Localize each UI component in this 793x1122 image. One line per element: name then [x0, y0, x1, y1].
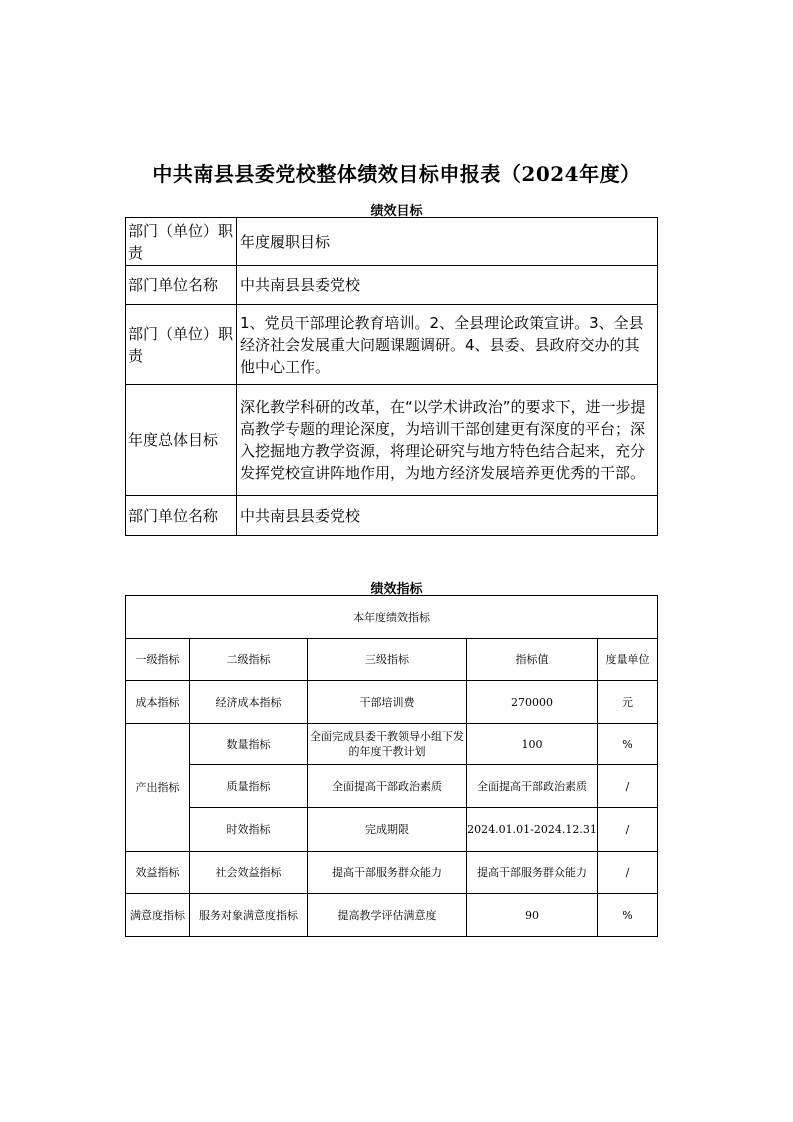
row-value: 深化教学科研的改革，在“以学术讲政治”的要求下，进一步提高教学专题的理论深度，为培训干部创建更有深度的平台；深入挖掘地方教学资源，将理论研究与地方特色结合起来，充分发挥党校宣讲阵地作用，为地方经济发展培养更优秀的干部。: [237, 385, 658, 496]
level2-cell: 社会效益指标: [190, 852, 308, 894]
row-value: 1、党员干部理论教育培训。2、全县理论政策宣讲。3、全县经济社会发展重大问题课题调研。4、县委、县政府交办的其他中心工作。: [237, 305, 658, 385]
level2-cell: 质量指标: [190, 765, 308, 808]
level1-cell: 效益指标: [126, 852, 190, 894]
table-row: [126, 681, 658, 724]
page-title: 中共南县县委党校整体绩效目标申报表（2024年度）: [152, 162, 641, 186]
table-row: [126, 765, 658, 808]
level1-cell: 产出指标: [126, 724, 190, 852]
row-value: 中共南县县委党校: [237, 496, 658, 536]
table-row: [126, 894, 658, 937]
unit-cell: /: [598, 852, 658, 894]
row-label: 部门（单位）职责: [126, 305, 237, 385]
level1-cell: 满意度指标: [126, 894, 190, 937]
row-label: 部门单位名称: [126, 496, 237, 536]
value-cell: 270000: [467, 681, 598, 724]
table-caption: 本年度绩效指标: [126, 596, 658, 639]
table-row: [126, 385, 658, 496]
table-row: [126, 808, 658, 852]
value-cell: 100: [467, 724, 598, 765]
level3-cell: 全面提高干部政治素质: [308, 765, 467, 808]
column-header: 三级指标: [308, 639, 467, 681]
level3-cell: 完成期限: [308, 808, 467, 852]
table-row: [126, 218, 658, 266]
unit-cell: %: [598, 724, 658, 765]
column-header: 度量单位: [598, 639, 658, 681]
unit-cell: 元: [598, 681, 658, 724]
table-row: [126, 305, 658, 385]
indicators-heading: 绩效指标: [370, 582, 423, 597]
level3-cell: 提高干部服务群众能力: [308, 852, 467, 894]
level3-cell: 全面完成县委干教领导小组下发的年度干教计划: [308, 724, 467, 765]
row-label: 部门（单位）职责: [126, 218, 237, 266]
header-row: [126, 639, 658, 681]
value-cell: 90: [467, 894, 598, 937]
level2-cell: 时效指标: [190, 808, 308, 852]
unit-cell: /: [598, 765, 658, 808]
value-cell: 全面提高干部政治素质: [467, 765, 598, 808]
table-row: [126, 496, 658, 536]
level2-cell: 经济成本指标: [190, 681, 308, 724]
table-caption-row: [126, 596, 658, 639]
level3-cell: 提高教学评估满意度: [308, 894, 467, 937]
goals-table: [125, 217, 658, 536]
value-cell: 2024.01.01-2024.12.31: [467, 808, 598, 852]
value-cell: 提高干部服务群众能力: [467, 852, 598, 894]
table-row: [126, 724, 658, 765]
column-header: 二级指标: [190, 639, 308, 681]
row-label: 年度总体目标: [126, 385, 237, 496]
level3-cell: 干部培训费: [308, 681, 467, 724]
column-header: 指标值: [467, 639, 598, 681]
table-row: [126, 852, 658, 894]
row-label: 部门单位名称: [126, 266, 237, 305]
goals-heading: 绩效目标: [370, 204, 423, 219]
row-value: 中共南县县委党校: [237, 266, 658, 305]
table-row: [126, 266, 658, 305]
level2-cell: 服务对象满意度指标: [190, 894, 308, 937]
row-value: 年度履职目标: [237, 218, 658, 266]
column-header: 一级指标: [126, 639, 190, 681]
level2-cell: 数量指标: [190, 724, 308, 765]
unit-cell: %: [598, 894, 658, 937]
indicators-table: [125, 595, 658, 937]
level1-cell: 成本指标: [126, 681, 190, 724]
unit-cell: /: [598, 808, 658, 852]
